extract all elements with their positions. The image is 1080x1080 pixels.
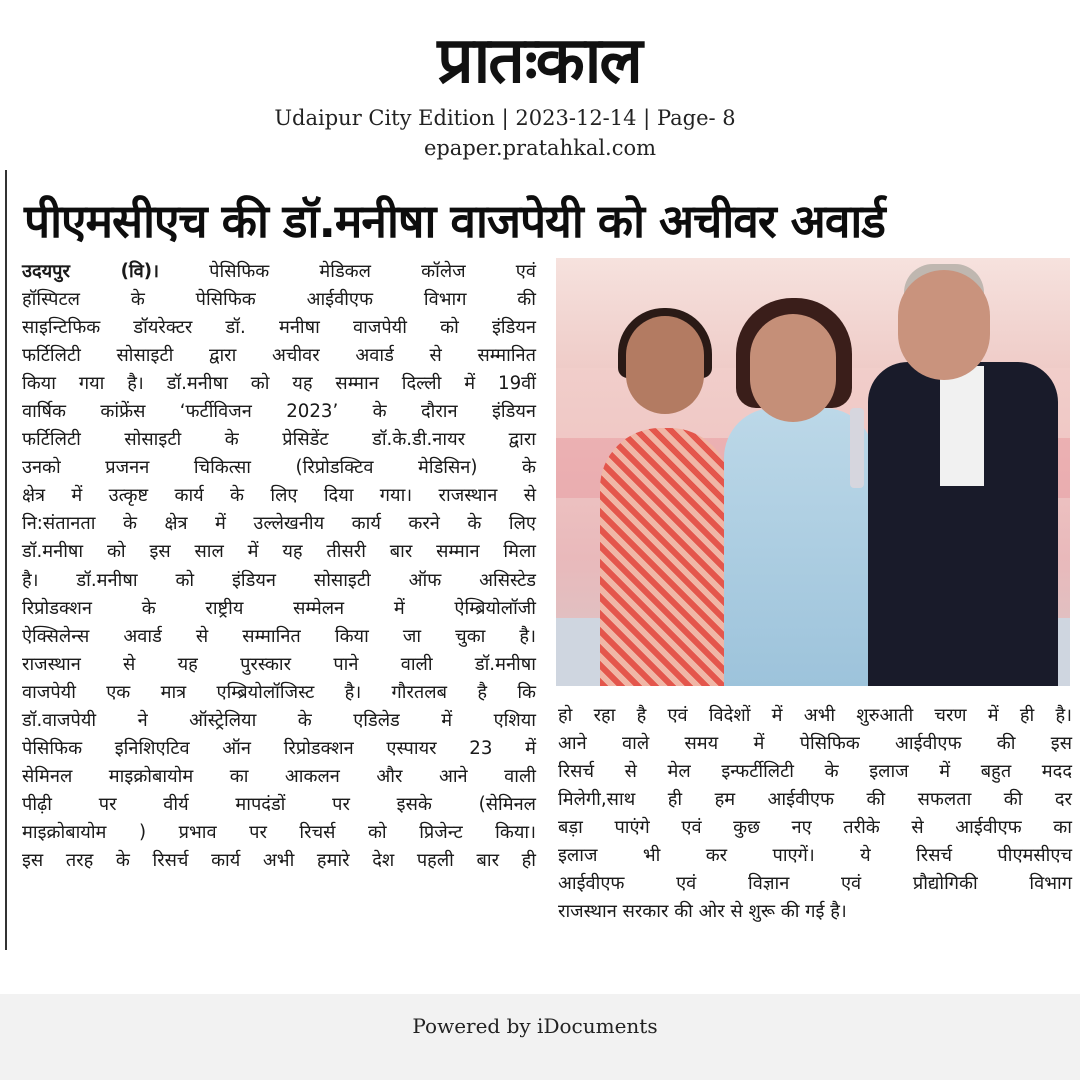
edition-name: Udaipur City Edition xyxy=(274,106,495,130)
award-photo xyxy=(556,258,1070,686)
page-number: Page- 8 xyxy=(656,106,736,130)
article-line: उनको प्रजनन चिकित्सा (रिप्रोडक्टिव मेडिसिन) के xyxy=(22,457,536,479)
person-right-face xyxy=(898,270,990,380)
separator: | xyxy=(494,106,516,130)
epaper-url[interactable]: epaper.pratahkal.com xyxy=(423,136,657,160)
article-line: सेमिनल माइक्रोबायोम का आकलन और आने वाली xyxy=(22,765,536,787)
edition-line xyxy=(0,106,1010,130)
article-line: राजस्थान सरकार की ओर से शुरू की गई है। xyxy=(558,901,847,923)
article-line: फर्टिलिटी सोसाइटी द्वारा अचीवर अवार्ड से सम्मानित xyxy=(22,345,536,367)
article-line: क्षेत्र में उत्कृष्ट कार्य के लिए दिया गया। राजस्थान से xyxy=(22,485,536,507)
article-line: फर्टिलिटी सोसाइटी के प्रेसिडेंट डॉ.के.डी.नायर द्वारा xyxy=(22,429,536,451)
trophy-icon xyxy=(850,408,864,488)
newspaper-logo xyxy=(338,22,740,100)
masthead xyxy=(0,0,1080,165)
article-line: राजस्थान से यह पुरस्कार पाने वाली डॉ.मनीषा xyxy=(22,653,536,675)
article-column-right xyxy=(558,702,1072,926)
article-line: ऐक्सिलेन्स अवार्ड से सम्मानित किया जा चुका है। xyxy=(22,625,536,647)
person-left-face xyxy=(626,316,704,414)
article-line: हो रहा है एवं विदेशों में अभी शुरुआती चरण में ही है। xyxy=(558,705,1072,726)
article-line: नि:संतानता के क्षेत्र में उल्लेखनीय कार्य करने के लिए xyxy=(22,513,536,535)
article-line: उदयपुर (वि)। पेसिफिक मेडिकल कॉलेज एवं xyxy=(22,261,536,282)
article-line: डॉ.वाजपेयी ने ऑस्ट्रेलिया के एडिलेड में एशिया xyxy=(22,709,536,731)
article-column-left xyxy=(22,258,536,875)
article-line: साइन्टिफिक डॉयरेक्टर डॉ. मनीषा वाजपेयी को इंडियन xyxy=(22,317,536,339)
article-line: इस तरह के रिसर्च कार्य अभी हमारे देश पहली बार ही xyxy=(22,849,536,871)
article-line: मिलेगी,साथ ही हम आईवीएफ की सफलता की दर xyxy=(558,789,1072,811)
separator: | xyxy=(636,106,657,130)
article-line: आईवीएफ एवं विज्ञान एवं प्रौद्योगिकी विभाग xyxy=(558,873,1072,895)
logo-wordmark: प्रातःकाल xyxy=(437,24,641,98)
article-line: हॉस्पिटल के पेसिफिक आईवीएफ विभाग की xyxy=(22,289,536,311)
article-line: डॉ.मनीषा को इस साल में यह तीसरी बार सम्मान मिला xyxy=(22,541,536,563)
column-rule xyxy=(5,170,7,950)
article-headline: पीएमसीएच की डॉ.मनीषा वाजपेयी को अचीवर अवार्ड xyxy=(24,194,885,248)
article-line: पीढ़ी पर वीर्य मापदंडों पर इसके (सेमिनल xyxy=(22,793,536,815)
footer-bar xyxy=(0,994,1080,1080)
edition-date: 2023-12-14 xyxy=(515,106,637,130)
person-left-saree xyxy=(600,428,730,686)
dateline: उदयपुर (वि)। xyxy=(22,261,159,282)
article-line: इलाज भी कर पाएगें। ये रिसर्च पीएमसीएच xyxy=(558,845,1072,867)
person-center-face xyxy=(750,314,836,422)
powered-by-text[interactable]: Powered by iDocuments xyxy=(412,1014,658,1038)
article-line: रिसर्च से मेल इन्फर्टीलिटी के इलाज में बहुत मदद xyxy=(558,761,1072,783)
article-line: किया गया है। डॉ.मनीषा को यह सम्मान दिल्ली में 19वीं xyxy=(22,373,536,395)
article-line: है। डॉ.मनीषा को इंडियन सोसाइटी ऑफ असिस्टेड xyxy=(22,569,536,591)
article-line: रिप्रोडक्शन के राष्ट्रीय सम्मेलन में ऐम्ब्रियोलॉजी xyxy=(22,597,536,619)
article-line: वार्षिक कांफ्रेंस ‘फर्टीविजन 2023’ के दौरान इंडियन xyxy=(22,401,536,423)
article-line: माइक्रोबायोम ) प्रभाव पर रिचर्स को प्रिजेन्ट किया। xyxy=(22,821,536,843)
article-line: पेसिफिक इनिशिएटिव ऑन रिप्रोडक्शन एस्पायर 23 में xyxy=(22,737,536,759)
article-line: बड़ा पाएंगे एवं कुछ नए तरीके से आईवीएफ का xyxy=(558,817,1072,839)
article-line: आने वाले समय में पेसिफिक आईवीएफ की इस xyxy=(558,733,1072,755)
article-line: वाजपेयी एक मात्र एम्ब्रियोलॉजिस्ट है। गौरतलब है कि xyxy=(22,681,536,703)
person-right-shirt xyxy=(940,366,984,486)
